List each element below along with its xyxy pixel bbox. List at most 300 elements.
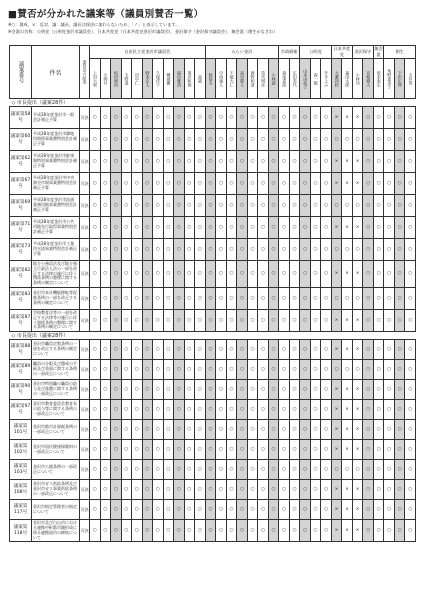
vote-cell: ○: [142, 360, 153, 380]
vote-cell: ○: [142, 440, 153, 460]
vote-cell: ○: [279, 107, 290, 129]
vote-cell: ○: [268, 520, 279, 542]
bill-name: 金沢市公園条例の一部改正について: [32, 460, 80, 480]
vote-cell: ×: [331, 500, 342, 520]
vote-cell: ○: [174, 309, 185, 331]
vote-cell: ○: [111, 420, 122, 440]
vote-cell: ○: [111, 151, 122, 173]
vote-cell: ○: [132, 309, 143, 331]
vote-cell: ○: [289, 217, 300, 239]
bill-number: 議案第102号: [10, 440, 32, 460]
vote-cell: ○: [153, 520, 164, 542]
vote-cell: ○: [184, 287, 195, 309]
vote-cell: ○: [247, 400, 258, 420]
vote-cell: ○: [184, 440, 195, 460]
vote-cell: ○: [142, 287, 153, 309]
vote-cell: ○: [384, 129, 395, 151]
vote-cell: ○: [300, 151, 311, 173]
vote-cell: ×: [342, 380, 353, 400]
member-name: 秋島太: [205, 59, 216, 99]
vote-cell: ○: [163, 340, 174, 360]
vote-cell: ○: [352, 195, 363, 217]
member-name: 角野恵美子: [384, 59, 395, 99]
table-row: [10, 500, 416, 520]
member-name: 野本正人: [142, 59, 153, 99]
vote-cell: ○: [405, 287, 416, 309]
committee-result: 可決: [80, 480, 90, 500]
table-row: [10, 420, 416, 440]
vote-cell: ○: [153, 239, 164, 261]
vote-cell: ○: [153, 340, 164, 360]
vote-cell: ○: [216, 440, 227, 460]
vote-cell: ○: [216, 480, 227, 500]
vote-cell: ○: [363, 287, 374, 309]
vote-cell: ○: [163, 520, 174, 542]
vote-cell: ○: [153, 480, 164, 500]
vote-cell: ○: [90, 129, 101, 151]
vote-cell: ○: [205, 309, 216, 331]
vote-cell: ○: [373, 261, 384, 288]
bill-number: 議案第82号: [10, 261, 32, 288]
table-row: [10, 520, 416, 542]
vote-cell: ○: [174, 460, 185, 480]
vote-cell: ○: [90, 400, 101, 420]
vote-cell: ○: [289, 107, 300, 129]
vote-cell: ○: [132, 400, 143, 420]
vote-cell: ○: [174, 340, 185, 360]
vote-cell: ○: [268, 107, 279, 129]
vote-cell: ○: [384, 261, 395, 288]
vote-cell: ○: [226, 217, 237, 239]
vote-cell: ○: [121, 287, 132, 309]
vote-cell: ○: [300, 480, 311, 500]
vote-cell: ○: [394, 239, 405, 261]
vote-cell: ○: [321, 107, 332, 129]
table-row: [10, 480, 416, 500]
vote-cell: ○: [226, 173, 237, 195]
vote-cell: ○: [121, 173, 132, 195]
committee-result: 可決: [80, 520, 90, 542]
vote-cell: ○: [142, 261, 153, 288]
vote-cell: ×: [331, 440, 342, 460]
vote-cell: ○: [216, 173, 227, 195]
vote-cell: ×: [352, 440, 363, 460]
vote-cell: ○: [174, 261, 185, 288]
vote-cell: ○: [111, 480, 122, 500]
vote-cell: ○: [121, 480, 132, 500]
vote-cell: ○: [268, 340, 279, 360]
member-name: 小間井: [100, 59, 111, 99]
vote-cell: ○: [226, 239, 237, 261]
section-label: ◇ 市長提出（議案28件）: [11, 333, 69, 340]
bill-name: 平成28年度金沢市中央卸売市場事業費特別会計補正予算: [32, 173, 80, 195]
vote-cell: ×: [331, 151, 342, 173]
vote-cell: ○: [90, 520, 101, 542]
member-name: 横越徹: [163, 59, 174, 99]
vote-cell: ○: [226, 195, 237, 217]
vote-cell: ○: [279, 460, 290, 480]
vote-cell: ×: [352, 107, 363, 129]
member-name: 高岩勝人: [237, 59, 248, 99]
vote-cell: ○: [90, 500, 101, 520]
vote-cell: ○: [163, 287, 174, 309]
vote-cell: ×: [342, 107, 353, 129]
vote-cell: ○: [163, 440, 174, 460]
vote-cell: ○: [268, 380, 279, 400]
vote-cell: ○: [121, 440, 132, 460]
vote-cell: ○: [195, 400, 206, 420]
vote-cell: ○: [237, 520, 248, 542]
committee-result: 可決: [80, 151, 90, 173]
bill-number: 議案第87号: [10, 309, 32, 331]
vote-cell: ○: [100, 480, 111, 500]
vote-cell: ○: [310, 107, 321, 129]
vote-cell: ○: [205, 420, 216, 440]
vote-cell: ○: [184, 129, 195, 151]
vote-cell: ○: [268, 261, 279, 288]
group-header: 金沢保守: [352, 46, 373, 59]
vote-cell: ○: [258, 500, 269, 520]
table-row: [10, 173, 416, 195]
vote-cell: ○: [405, 440, 416, 460]
member-name: 苗代明彦: [258, 59, 269, 99]
vote-cell: ○: [279, 480, 290, 500]
bill-number: 議案第69号: [10, 195, 32, 217]
vote-cell: ○: [321, 173, 332, 195]
bill-number: 議案第58号: [10, 107, 32, 129]
vote-cell: ○: [100, 217, 111, 239]
member-name: 不破大仁: [226, 59, 237, 99]
vote-cell: ○: [142, 460, 153, 480]
vote-cell: ○: [321, 440, 332, 460]
vote-cell: ○: [153, 287, 164, 309]
vote-cell: ○: [121, 107, 132, 129]
vote-cell: ○: [153, 500, 164, 520]
vote-cell: ○: [258, 340, 269, 360]
vote-cell: ×: [342, 340, 353, 360]
vote-cell: ○: [216, 151, 227, 173]
group-header: 市政刷新: [279, 46, 300, 59]
vote-cell: ○: [405, 520, 416, 542]
vote-cell: ○: [226, 360, 237, 380]
vote-cell: ○: [132, 480, 143, 500]
member-name: 大桑初枝: [331, 59, 342, 99]
vote-cell: ○: [384, 287, 395, 309]
vote-cell: ○: [394, 520, 405, 542]
vote-cell: ○: [100, 107, 111, 129]
vote-cell: ○: [100, 500, 111, 520]
vote-cell: ○: [100, 195, 111, 217]
member-name: 宮崎雅人: [363, 59, 374, 99]
vote-cell: ○: [258, 480, 269, 500]
vote-cell: ○: [132, 380, 143, 400]
vote-cell: ○: [226, 340, 237, 360]
table-row: [10, 239, 416, 261]
vote-cell: ○: [300, 129, 311, 151]
bill-name: 平成28年度金沢市一般会計補正予算: [32, 107, 80, 129]
vote-cell: ○: [300, 520, 311, 542]
vote-cell: ○: [289, 309, 300, 331]
vote-cell: ○: [216, 340, 227, 360]
vote-cell: ○: [90, 287, 101, 309]
vote-cell: ○: [279, 309, 290, 331]
vote-cell: ○: [384, 107, 395, 129]
vote-cell: ○: [90, 340, 101, 360]
table-row: [10, 460, 416, 480]
vote-cell: ○: [268, 287, 279, 309]
vote-cell: ○: [184, 151, 195, 173]
vote-cell: ○: [394, 480, 405, 500]
vote-cell: ×: [352, 500, 363, 520]
vote-cell: ○: [195, 173, 206, 195]
vote-cell: ○: [310, 340, 321, 360]
vote-cell: ○: [310, 520, 321, 542]
vote-cell: ○: [153, 360, 164, 380]
vote-cell: ○: [394, 217, 405, 239]
vote-cell: ○: [237, 460, 248, 480]
vote-cell: ○: [394, 500, 405, 520]
vote-cell: ○: [268, 239, 279, 261]
vote-cell: ○: [373, 239, 384, 261]
member-name: 山本由起子: [300, 59, 311, 99]
vote-cell: ○: [300, 500, 311, 520]
vote-cell: ○: [268, 440, 279, 460]
vote-cell: ○: [321, 287, 332, 309]
vote-cell: ○: [216, 520, 227, 542]
table-row: [10, 261, 416, 288]
vote-cell: ○: [405, 360, 416, 380]
vote-cell: ○: [247, 151, 258, 173]
vote-cell: ○: [363, 309, 374, 331]
vote-cell: ○: [132, 239, 143, 261]
member-name: 広田美代: [289, 59, 300, 99]
vote-cell: ○: [289, 151, 300, 173]
vote-cell: ○: [153, 173, 164, 195]
vote-cell: ○: [174, 440, 185, 460]
vote-cell: ○: [216, 460, 227, 480]
vote-cell: ○: [373, 340, 384, 360]
vote-cell: ○: [405, 309, 416, 331]
vote-cell: ○: [405, 400, 416, 420]
vote-cell: ○: [142, 239, 153, 261]
vote-cell: ○: [121, 500, 132, 520]
vote-cell: ○: [289, 129, 300, 151]
vote-cell: ○: [90, 217, 101, 239]
vote-cell: ○: [373, 107, 384, 129]
vote-cell: ○: [153, 261, 164, 288]
vote-cell: ○: [205, 151, 216, 173]
bill-number: 議案第60号: [10, 129, 32, 151]
vote-cell: ○: [205, 460, 216, 480]
vote-cell: ○: [247, 261, 258, 288]
table-row: [10, 440, 416, 460]
bill-number: 議案第103号: [10, 460, 32, 480]
vote-cell: ○: [184, 195, 195, 217]
vote-cell: ○: [394, 360, 405, 380]
vote-cell: ○: [405, 340, 416, 360]
vote-cell: ○: [394, 460, 405, 480]
vote-cell: ○: [373, 460, 384, 480]
vote-cell: ○: [142, 480, 153, 500]
vote-cell: ○: [100, 520, 111, 542]
vote-cell: ○: [384, 217, 395, 239]
vote-cell: ○: [363, 460, 374, 480]
vote-cell: ○: [258, 440, 269, 460]
vote-cell: ○: [132, 440, 143, 460]
vote-cell: ○: [205, 217, 216, 239]
bill-number: 議案第83号: [10, 287, 32, 309]
vote-cell: ○: [321, 309, 332, 331]
vote-cell: ○: [321, 151, 332, 173]
vote-cell: ○: [300, 380, 311, 400]
vote-cell: ○: [100, 309, 111, 331]
vote-cell: ○: [300, 107, 311, 129]
vote-cell: ○: [111, 129, 122, 151]
vote-cell: ○: [247, 520, 258, 542]
vote-cell: ○: [100, 261, 111, 288]
bill-name: 地方公務員法及び地方独立行政法人法の一部を改正する法律の施行に伴う関係条例の整理に関する条例の制定について: [32, 261, 80, 288]
vote-cell: ○: [279, 195, 290, 217]
vote-cell: ○: [163, 400, 174, 420]
vote-cell: ○: [216, 217, 227, 239]
vote-cell: ○: [121, 460, 132, 480]
vote-cell: ○: [268, 400, 279, 420]
bill-number: 議案第97号: [10, 400, 32, 420]
vote-cell: ×: [342, 480, 353, 500]
bill-name: 平成28年度金沢市駐車場特別事業費特別会計補正予算: [32, 151, 80, 173]
table-row: [10, 217, 416, 239]
vote-cell: ○: [174, 217, 185, 239]
group-header: 自由民主党金沢市議員会: [90, 46, 206, 59]
table-row: [10, 380, 416, 400]
vote-cell: ○: [331, 287, 342, 309]
committee-result: 可決: [80, 261, 90, 288]
vote-cell: ○: [195, 360, 206, 380]
committee-result: 可決: [80, 380, 90, 400]
vote-cell: ×: [342, 217, 353, 239]
vote-cell: ○: [237, 129, 248, 151]
vote-cell: ○: [205, 129, 216, 151]
vote-cell: ○: [279, 360, 290, 380]
vote-cell: ○: [142, 309, 153, 331]
vote-cell: ○: [216, 195, 227, 217]
vote-cell: ○: [405, 460, 416, 480]
bill-name: 平成28年度金沢市御地用関係事業費特別会計補正予算: [32, 129, 80, 151]
vote-cell: ○: [100, 287, 111, 309]
vote-cell: ○: [153, 400, 164, 420]
vote-cell: ○: [100, 129, 111, 151]
vote-cell: ○: [142, 420, 153, 440]
bill-name: 金沢市特別職の職員の給与及び旅費に関する条例の一部改正について: [32, 380, 80, 400]
vote-cell: ○: [247, 440, 258, 460]
vote-cell: ○: [226, 107, 237, 129]
vote-cell: ×: [352, 480, 363, 500]
vote-cell: ○: [121, 217, 132, 239]
vote-cell: ○: [384, 520, 395, 542]
vote-cell: ○: [394, 380, 405, 400]
vote-cell: ×: [331, 400, 342, 420]
vote-cell: ○: [373, 309, 384, 331]
vote-cell: ○: [405, 173, 416, 195]
vote-cell: ○: [352, 287, 363, 309]
vote-cell: ○: [132, 129, 143, 151]
vote-cell: ○: [205, 380, 216, 400]
vote-cell: ○: [184, 239, 195, 261]
vote-cell: ○: [384, 480, 395, 500]
vote-cell: ○: [258, 420, 269, 440]
vote-cell: ○: [300, 420, 311, 440]
vote-cell: ○: [300, 287, 311, 309]
member-name: 福田太郎: [342, 59, 353, 99]
vote-cell: ○: [342, 129, 353, 151]
vote-cell: ○: [132, 195, 143, 217]
vote-cell: ○: [153, 217, 164, 239]
vote-cell: ○: [163, 195, 174, 217]
vote-cell: ○: [153, 309, 164, 331]
vote-cell: ○: [184, 107, 195, 129]
vote-cell: ○: [153, 460, 164, 480]
bill-number: 議案第101号: [10, 420, 32, 440]
member-name: 福田雅清: [174, 59, 185, 99]
vote-cell: ○: [174, 239, 185, 261]
member-name: 森尾嘉昭: [279, 59, 290, 99]
vote-cell: ×: [331, 520, 342, 542]
vote-cell: ○: [205, 287, 216, 309]
vote-cell: ○: [205, 500, 216, 520]
vote-cell: ○: [100, 173, 111, 195]
vote-cell: ○: [310, 287, 321, 309]
vote-cell: ○: [321, 520, 332, 542]
bill-name: 金沢市教育委員会教育長の給与等に関する条例の一部改正について: [32, 400, 80, 420]
vote-cell: ○: [258, 151, 269, 173]
vote-cell: ○: [163, 107, 174, 129]
vote-cell: ○: [363, 239, 374, 261]
vote-cell: ○: [258, 520, 269, 542]
vote-cell: ○: [184, 261, 195, 288]
vote-cell: ×: [352, 400, 363, 420]
committee-result: 可決: [80, 500, 90, 520]
bill-name: 平成28年度金沢市工業用水道事業特別会計補正予算: [32, 239, 80, 261]
bill-name: 金沢市及び白山市における連携中枢都市圏形成に係る連携協約の締結について: [32, 520, 80, 542]
vote-cell: ○: [289, 520, 300, 542]
vote-cell: ○: [310, 500, 321, 520]
vote-cell: ○: [132, 460, 143, 480]
vote-cell: ○: [258, 380, 269, 400]
vote-cell: ○: [268, 195, 279, 217]
vote-cell: ○: [216, 420, 227, 440]
vote-cell: ○: [90, 239, 101, 261]
vote-cell: ○: [90, 107, 101, 129]
vote-cell: ○: [247, 340, 258, 360]
section-label: ◇ 市長提出（議案28件）: [11, 100, 69, 106]
vote-cell: ○: [184, 309, 195, 331]
vote-cell: ○: [226, 151, 237, 173]
bill-number: 議案第71号: [10, 217, 32, 239]
vote-cell: ○: [121, 520, 132, 542]
vote-cell: ○: [331, 129, 342, 151]
vote-cell: ○: [258, 400, 269, 420]
vote-cell: ○: [163, 420, 174, 440]
vote-cell: ○: [205, 440, 216, 460]
vote-cell: ○: [100, 340, 111, 360]
vote-cell: ○: [184, 360, 195, 380]
vote-cell: ○: [321, 420, 332, 440]
table-row: [10, 151, 416, 173]
vote-cell: ○: [258, 107, 269, 129]
vote-cell: ○: [195, 500, 206, 520]
bill-number: 議案第90号: [10, 380, 32, 400]
member-name: 森一敏: [310, 59, 321, 99]
